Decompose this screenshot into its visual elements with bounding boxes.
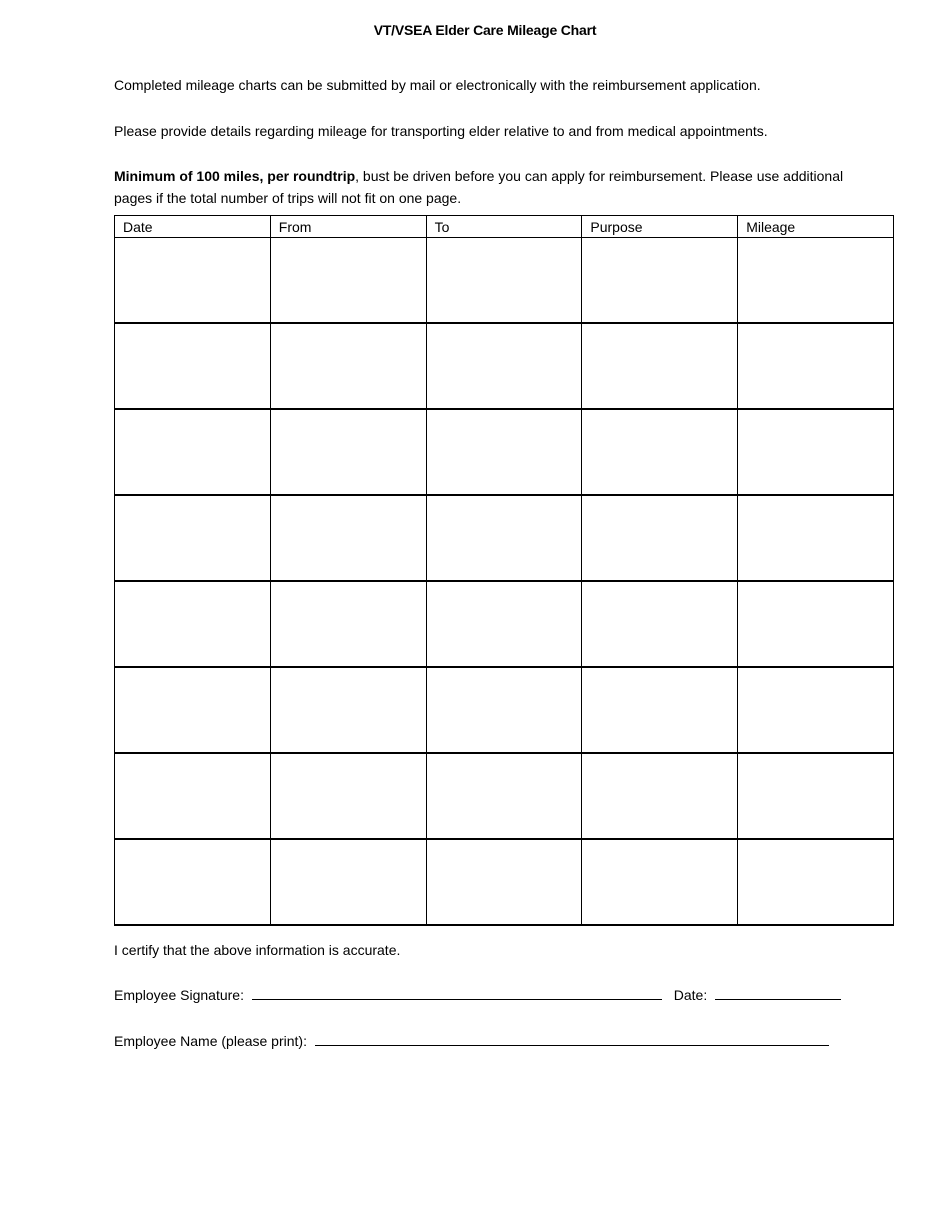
column-header-to: To: [426, 216, 582, 238]
cell-mileage[interactable]: [738, 238, 894, 324]
date-field[interactable]: [715, 985, 841, 1000]
minimum-mileage-rest: , bust be driven before you can apply for reimbursement. Please use additional pages if the total number of trips will not fit on one page.: [114, 168, 844, 206]
details-instructions: Please provide details regarding mileage for transporting elder relative to and from medical appointments.: [114, 123, 768, 139]
cell-mileage[interactable]: [738, 495, 894, 581]
table-row: [115, 238, 894, 324]
table-row: [115, 323, 894, 409]
signature-line: [114, 985, 850, 1005]
employee-name-line: [114, 1031, 850, 1051]
cell-purpose[interactable]: [582, 323, 738, 409]
signature-field[interactable]: [252, 985, 662, 1000]
cell-purpose[interactable]: [582, 839, 738, 925]
cell-mileage[interactable]: [738, 581, 894, 667]
cell-date[interactable]: [115, 323, 271, 409]
column-header-date: Date: [115, 216, 271, 238]
submission-instructions: Completed mileage charts can be submitted by mail or electronically with the reimbursement application.: [114, 77, 761, 93]
cell-from[interactable]: [270, 667, 426, 753]
cell-mileage[interactable]: [738, 667, 894, 753]
cell-date[interactable]: [115, 839, 271, 925]
table-header-row: [115, 216, 894, 238]
certification-statement: I certify that the above information is accurate.: [114, 942, 401, 958]
cell-to[interactable]: [426, 323, 582, 409]
table-row: [115, 581, 894, 667]
cell-purpose[interactable]: [582, 753, 738, 839]
cell-purpose[interactable]: [582, 667, 738, 753]
cell-to[interactable]: [426, 238, 582, 324]
cell-to[interactable]: [426, 409, 582, 495]
cell-to[interactable]: [426, 581, 582, 667]
minimum-mileage-bold: Minimum of 100 miles, per roundtrip: [114, 168, 356, 184]
table-row: [115, 409, 894, 495]
cell-from[interactable]: [270, 323, 426, 409]
signature-label: Employee Signature:: [114, 987, 244, 1003]
cell-from[interactable]: [270, 409, 426, 495]
cell-purpose[interactable]: [582, 409, 738, 495]
cell-mileage[interactable]: [738, 409, 894, 495]
table-row: [115, 839, 894, 925]
cell-from[interactable]: [270, 839, 426, 925]
table-row: [115, 667, 894, 753]
date-label: Date:: [673, 987, 708, 1003]
page-title: VT/VSEA Elder Care Mileage Chart: [373, 22, 597, 38]
employee-name-field[interactable]: [315, 1031, 829, 1046]
column-header-purpose: Purpose: [582, 216, 738, 238]
cell-purpose[interactable]: [582, 581, 738, 667]
column-header-from: From: [270, 216, 426, 238]
cell-from[interactable]: [270, 581, 426, 667]
table-row: [115, 753, 894, 839]
cell-purpose[interactable]: [582, 238, 738, 324]
cell-date[interactable]: [115, 753, 271, 839]
cell-mileage[interactable]: [738, 323, 894, 409]
cell-to[interactable]: [426, 495, 582, 581]
cell-date[interactable]: [115, 409, 271, 495]
column-header-mileage: Mileage: [738, 216, 894, 238]
minimum-mileage-instructions: [114, 165, 849, 209]
cell-mileage[interactable]: [738, 753, 894, 839]
cell-mileage[interactable]: [738, 839, 894, 925]
mileage-table: [114, 215, 894, 926]
cell-from[interactable]: [270, 753, 426, 839]
table-row: [115, 495, 894, 581]
cell-to[interactable]: [426, 839, 582, 925]
cell-from[interactable]: [270, 495, 426, 581]
cell-to[interactable]: [426, 667, 582, 753]
table-body: [115, 238, 894, 926]
cell-date[interactable]: [115, 581, 271, 667]
cell-date[interactable]: [115, 238, 271, 324]
cell-date[interactable]: [115, 495, 271, 581]
cell-purpose[interactable]: [582, 495, 738, 581]
cell-from[interactable]: [270, 238, 426, 324]
cell-date[interactable]: [115, 667, 271, 753]
cell-to[interactable]: [426, 753, 582, 839]
employee-name-label: Employee Name (please print):: [114, 1033, 307, 1049]
